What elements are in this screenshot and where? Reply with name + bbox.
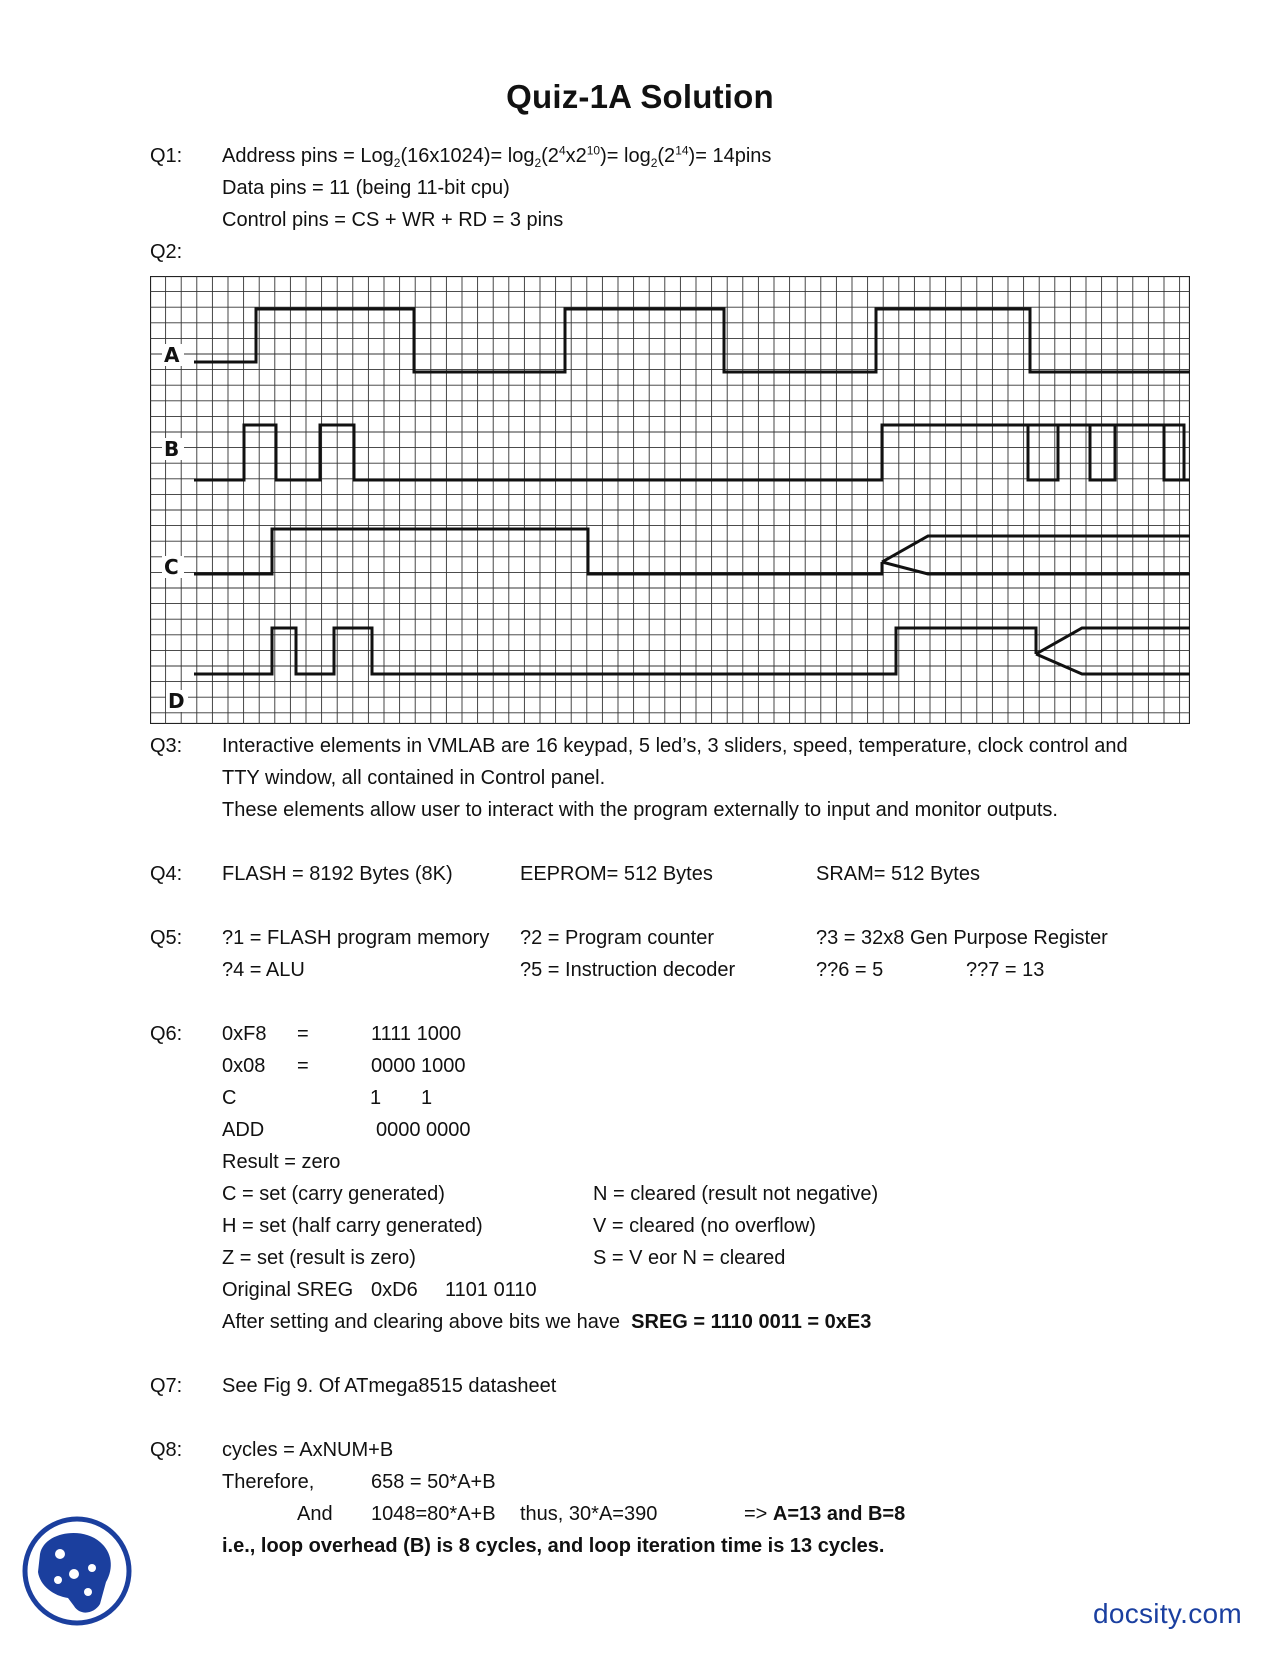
q8-conclusion: i.e., loop overhead (B) is 8 cycles, and loop iteration time is 13 cycles. [222, 1535, 885, 1557]
q6-row3-carry-1: 1 [370, 1087, 382, 1109]
q6-sreg-hex: 0xD6 [371, 1279, 418, 1301]
q6-n-flag: N = cleared (result not negative) [593, 1183, 879, 1205]
q6-row4-value: 0000 0000 [376, 1119, 471, 1141]
signal-label-a: A [164, 343, 180, 367]
q6-row2-equals: = [297, 1055, 309, 1077]
q6-h-flag: H = set (half carry generated) [222, 1215, 483, 1237]
q6-sreg-label: Original SREG [222, 1279, 354, 1301]
q5-label: Q5: [150, 927, 183, 949]
q5-answer-2: ?2 = Program counter [520, 927, 714, 949]
q8-therefore: Therefore, [222, 1471, 315, 1493]
q1-label: Q1: [150, 145, 183, 167]
q7-text: See Fig 9. Of ATmega8515 datasheet [222, 1375, 557, 1397]
q3-line-2: TTY window, all contained in Control panel. [222, 767, 606, 789]
q6-row1-operand: 0xF8 [222, 1023, 267, 1045]
q6-row2-operand: 0x08 [222, 1055, 266, 1077]
q6-v-flag: V = cleared (no overflow) [593, 1215, 816, 1237]
q4-label: Q4: [150, 863, 183, 885]
q6-result: Result = zero [222, 1151, 341, 1173]
q6-row3-carry-2: 1 [421, 1087, 433, 1109]
q1-address-line: Address pins = $Log_2(16x1024)= \log_2(2^4x2^{10})= \log_2(2^{14})=$ 14pins [222, 143, 772, 170]
q5-answer-5: ?5 = Instruction decoder [520, 959, 736, 981]
docsity-brand: docsity.com [1092, 1598, 1242, 1629]
q6-row1-value: 1111 1000 [371, 1023, 462, 1045]
timing-diagram [150, 276, 1190, 724]
q6-s-flag: S = V eor N = cleared [593, 1247, 786, 1269]
q6-row3-carry-label: C [222, 1087, 237, 1109]
q7-label: Q7: [150, 1375, 183, 1397]
q8-line-1: cycles = AxNUM+B [222, 1439, 394, 1461]
page-title: Quiz-1A Solution [506, 78, 774, 115]
q6-c-flag: C = set (carry generated) [222, 1183, 445, 1205]
q8-equation-2: 1048=80*A+B [371, 1503, 496, 1525]
q8-label: Q8: [150, 1439, 183, 1461]
q1-control-line: Control pins = CS + WR + RD = 3 pins [222, 209, 564, 231]
signal-label-c: C [164, 555, 179, 579]
signal-label-d: D [168, 689, 185, 713]
signal-label-b: B [164, 437, 180, 461]
q6-after-line: After setting and clearing above bits we have SREG = 1110 0011 = 0xE3 [222, 1311, 872, 1333]
q6-sreg-bin: 1101 0110 [445, 1279, 537, 1301]
q5-answer-6: ??6 = 5 [816, 959, 884, 981]
q8-result: => A=13 and B=8 [744, 1503, 906, 1525]
q6-row2-value: 0000 1000 [371, 1055, 466, 1077]
q3-label: Q3: [150, 735, 183, 757]
q8-and: And [297, 1503, 333, 1525]
q5-answer-1: ?1 = FLASH program memory [222, 927, 490, 949]
q4-eeprom: EEPROM= 512 Bytes [520, 863, 713, 885]
q2-label: Q2: [150, 241, 183, 263]
q6-row1-equals: = [297, 1023, 309, 1045]
q8-equation-1: 658 = 50*A+B [371, 1471, 496, 1493]
q5-answer-7: ??7 = 13 [966, 959, 1045, 981]
q5-answer-3: ?3 = 32x8 Gen Purpose Register [816, 927, 1108, 949]
docsity-logo-icon [22, 1516, 132, 1626]
q3-line-3: These elements allow user to interact with the program externally to input and monitor outputs. [222, 799, 1058, 821]
q1-data-line: Data pins = 11 (being 11-bit cpu) [222, 177, 510, 199]
q5-answer-4: ?4 = ALU [222, 959, 305, 981]
q6-label: Q6: [150, 1023, 183, 1045]
q6-row4-op: ADD [222, 1119, 265, 1141]
q6-z-flag: Z = set (result is zero) [222, 1247, 416, 1269]
q3-line-1: Interactive elements in VMLAB are 16 keypad, 5 led’s, 3 sliders, speed, temperature, clock control and [222, 735, 1128, 757]
q8-thus: thus, 30*A=390 [520, 1503, 658, 1525]
q4-sram: SRAM= 512 Bytes [816, 863, 980, 885]
q4-flash: FLASH = 8192 Bytes (8K) [222, 863, 453, 885]
